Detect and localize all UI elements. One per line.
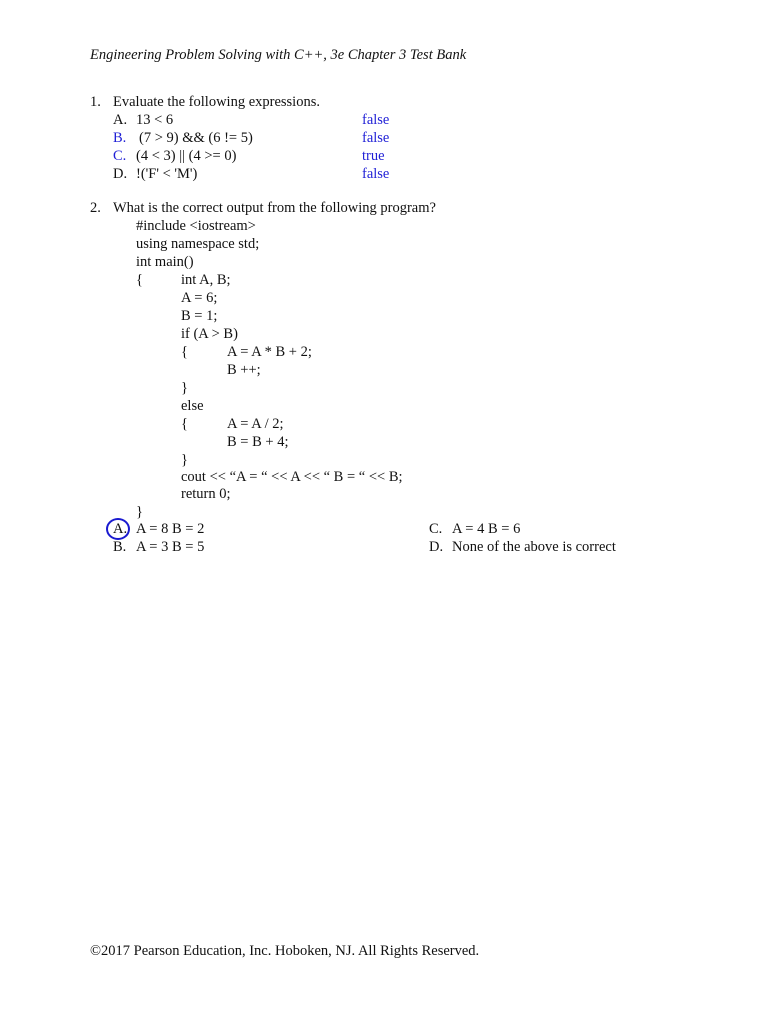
code-line-else-body-2: B = B + 4; — [227, 434, 289, 450]
code-line-if-body-1: A = A * B + 2; — [227, 344, 312, 360]
code-line-if-body-2: B ++; — [227, 362, 261, 378]
code-line-namespace: using namespace std; — [136, 236, 260, 252]
page-header: Engineering Problem Solving with C++, 3e Chapter 3 Test Bank — [90, 47, 467, 63]
q1-item-b-expr: (7 > 9) && (6 != 5) — [139, 130, 253, 146]
q1-item-a-letter: A. — [113, 112, 128, 128]
q2-option-a-text: A = 8 B = 2 — [136, 521, 205, 537]
q1-number: 1. — [90, 94, 101, 110]
q2-option-c-letter: C. — [429, 521, 443, 537]
code-line-else-body-1: A = A / 2; — [227, 416, 284, 432]
q1-item-a-expr: 13 < 6 — [136, 112, 174, 128]
q2-option-c-text: A = 4 B = 6 — [452, 521, 521, 537]
q2-option-d-text: None of the above is correct — [452, 539, 616, 555]
q2-option-b-letter: B. — [113, 539, 127, 555]
q1-item-d-expr: !('F' < 'M') — [136, 166, 198, 182]
page-footer: ©2017 Pearson Education, Inc. Hoboken, NJ. All Rights Reserved. — [90, 943, 480, 959]
code-line-if: if (A > B) — [181, 326, 238, 342]
q1-item-a-answer: false — [362, 112, 390, 128]
q1-item-c-expr: (4 < 3) || (4 >= 0) — [136, 148, 237, 164]
code-line-include: #include <iostream> — [136, 218, 256, 234]
q1-item-d-letter: D. — [113, 166, 128, 182]
code-line-declare: int A, B; — [181, 272, 231, 288]
code-line-if-close: } — [181, 380, 188, 396]
code-line-else-close: } — [181, 452, 188, 468]
q1-item-c-letter: C. — [113, 148, 127, 164]
code-line-else: else — [181, 398, 204, 414]
code-line-cout: cout << “A = “ << A << “ B = “ << B; — [181, 469, 403, 485]
code-line-open-brace: { — [136, 272, 143, 288]
q1-prompt: Evaluate the following expressions. — [113, 94, 320, 110]
code-line-if-brace: { — [181, 344, 188, 360]
code-line-assign-a: A = 6; — [181, 290, 218, 306]
q1-item-c-answer: true — [362, 148, 385, 164]
code-line-assign-b: B = 1; — [181, 308, 218, 324]
code-line-main: int main() — [136, 254, 194, 270]
code-line-return: return 0; — [181, 486, 231, 502]
q2-number: 2. — [90, 200, 101, 216]
q1-item-d-answer: false — [362, 166, 390, 182]
code-line-close-brace: } — [136, 504, 143, 520]
code-line-else-brace: { — [181, 416, 188, 432]
q1-item-b-letter: B. — [113, 130, 127, 146]
q2-prompt: What is the correct output from the following program? — [113, 200, 436, 216]
q2-option-a-letter: A. — [113, 521, 128, 537]
q2-option-b-text: A = 3 B = 5 — [136, 539, 205, 555]
q2-option-d-letter: D. — [429, 539, 444, 555]
q1-item-b-answer: false — [362, 130, 390, 146]
